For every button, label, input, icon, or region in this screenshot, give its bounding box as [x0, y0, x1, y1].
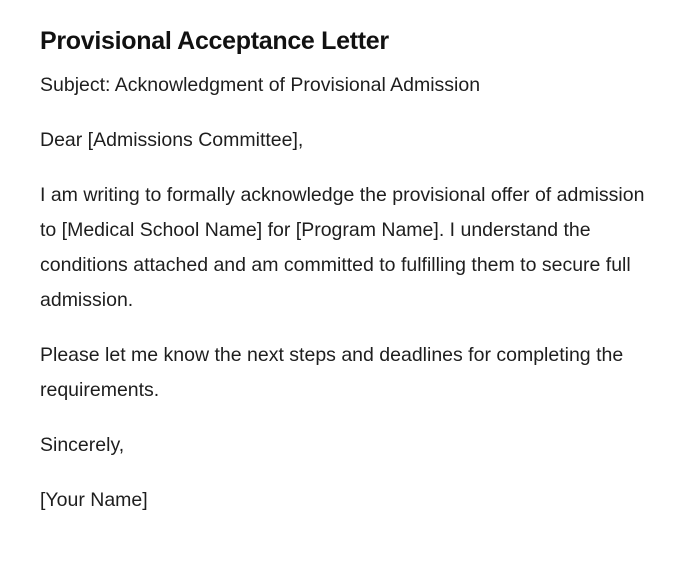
letter-title: Provisional Acceptance Letter [40, 27, 389, 55]
letter-document [40, 24, 650, 518]
letter-signature: [Your Name] [40, 489, 148, 511]
letter-body-paragraph-1: I am writing to formally acknowledge the provisional offer of admission to [Medical School Name] for [Program Name]. I understand the conditions attached and am committed to fulfilling them to secure full admission. [40, 184, 645, 311]
letter-subject: Subject: Acknowledgment of Provisional Admission [40, 74, 481, 96]
letter-closing: Sincerely, [40, 434, 125, 456]
letter-greeting: Dear [Admissions Committee], [40, 129, 304, 151]
letter-body-paragraph-2: Please let me know the next steps and deadlines for completing the requirements. [40, 344, 624, 401]
